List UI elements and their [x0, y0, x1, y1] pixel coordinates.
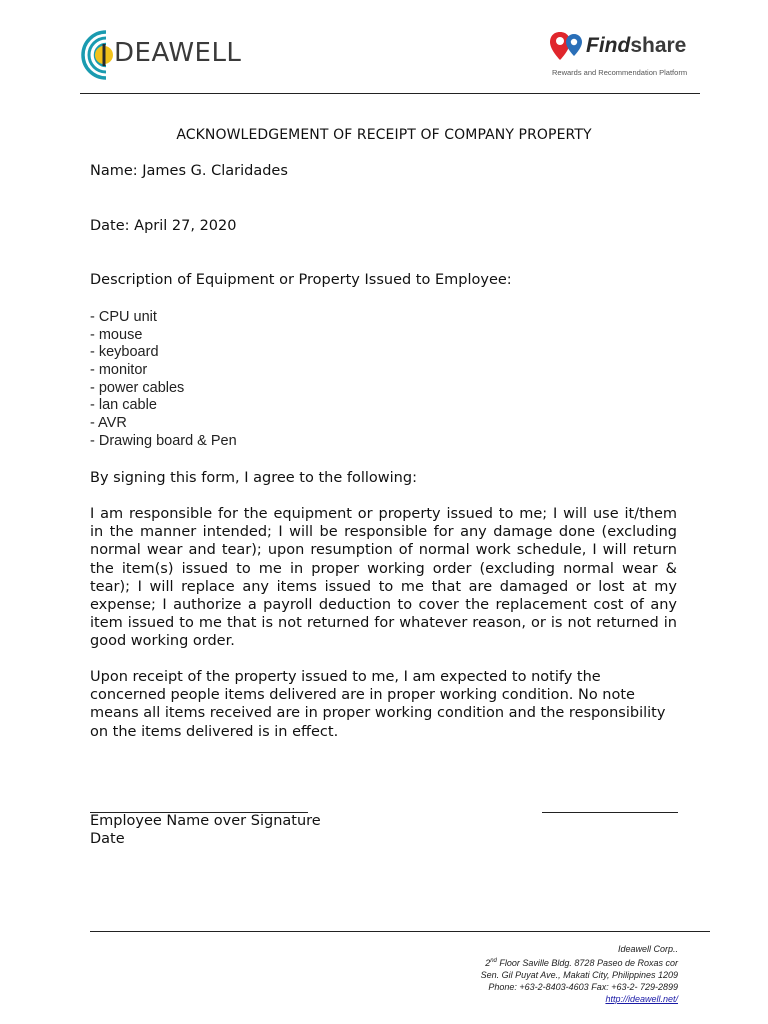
ideawell-logo-mark-icon: [80, 28, 116, 82]
equipment-list: [90, 309, 237, 451]
findshare-wordmark: Findshare: [586, 34, 687, 57]
header-divider: [80, 93, 700, 94]
list-item: - power cables: [90, 379, 185, 396]
footer-website-link[interactable]: http://ideawell.net/: [605, 994, 678, 1004]
footer-phone: Phone: +63-2-8403-4603 Fax: +63-2- 729-2899: [488, 982, 678, 992]
date-line: [542, 812, 678, 813]
ideawell-logo: [80, 28, 250, 82]
agreement-line: By signing this form, I agree to the following:: [90, 470, 417, 486]
footer-divider: [90, 931, 710, 932]
company-footer: [481, 943, 678, 1005]
list-item: - monitor: [90, 362, 148, 379]
list-item: - keyboard: [90, 344, 159, 361]
list-item: - lan cable: [90, 397, 157, 414]
list-item: - AVR: [90, 415, 127, 432]
findshare-pin-icon: [548, 30, 588, 66]
employee-name: Name: James G. Claridades: [90, 163, 288, 179]
list-item: - mouse: [90, 326, 143, 343]
list-item: - CPU unit: [90, 309, 157, 325]
ideawell-wordmark: DEAWELL: [114, 38, 242, 68]
list-item: - Drawing board & Pen: [90, 432, 237, 449]
responsibility-paragraph: I am responsible for the equipment or property issued to me; I will use it/them in the manner intended; I will be responsible for any damage done (excluding normal wear and tear); upon resumption of normal work schedule, I will return the item(s) issued to me in proper working order (excluding normal wear & tear); I will replace any items issued to me that are damaged or lost at my expense; I authorize a payroll deduction to cover the replacement cost of any item issued to me that is not returned for whatever reason, or is not returned in good working order.: [90, 506, 677, 650]
document-title: ACKNOWLEDGEMENT OF RECEIPT OF COMPANY PROPERTY: [176, 127, 592, 143]
footer-address-line2: Sen. Gil Puyat Ave., Makati City, Philippines 1209: [480, 970, 678, 980]
issue-date: Date: April 27, 2020: [90, 218, 237, 234]
signature-label: Employee Name over Signature: [90, 813, 321, 829]
notice-paragraph: Upon receipt of the property issued to me, I am expected to notify the concerned people items delivered are in proper working condition. No note means all items received are in proper working condition and the responsibility on the items delivered is in effect.: [90, 669, 666, 740]
date-label: Date: [90, 831, 125, 847]
findshare-tagline: Rewards and Recommendation Platform: [552, 68, 688, 77]
description-heading: Description of Equipment or Property Issued to Employee:: [90, 272, 512, 288]
findshare-logo: [548, 30, 698, 80]
footer-company: Ideawell Corp..: [617, 944, 678, 954]
footer-address-line1: 2nd Floor Saville Bldg. 8728 Paseo de Roxas cor: [485, 958, 678, 968]
